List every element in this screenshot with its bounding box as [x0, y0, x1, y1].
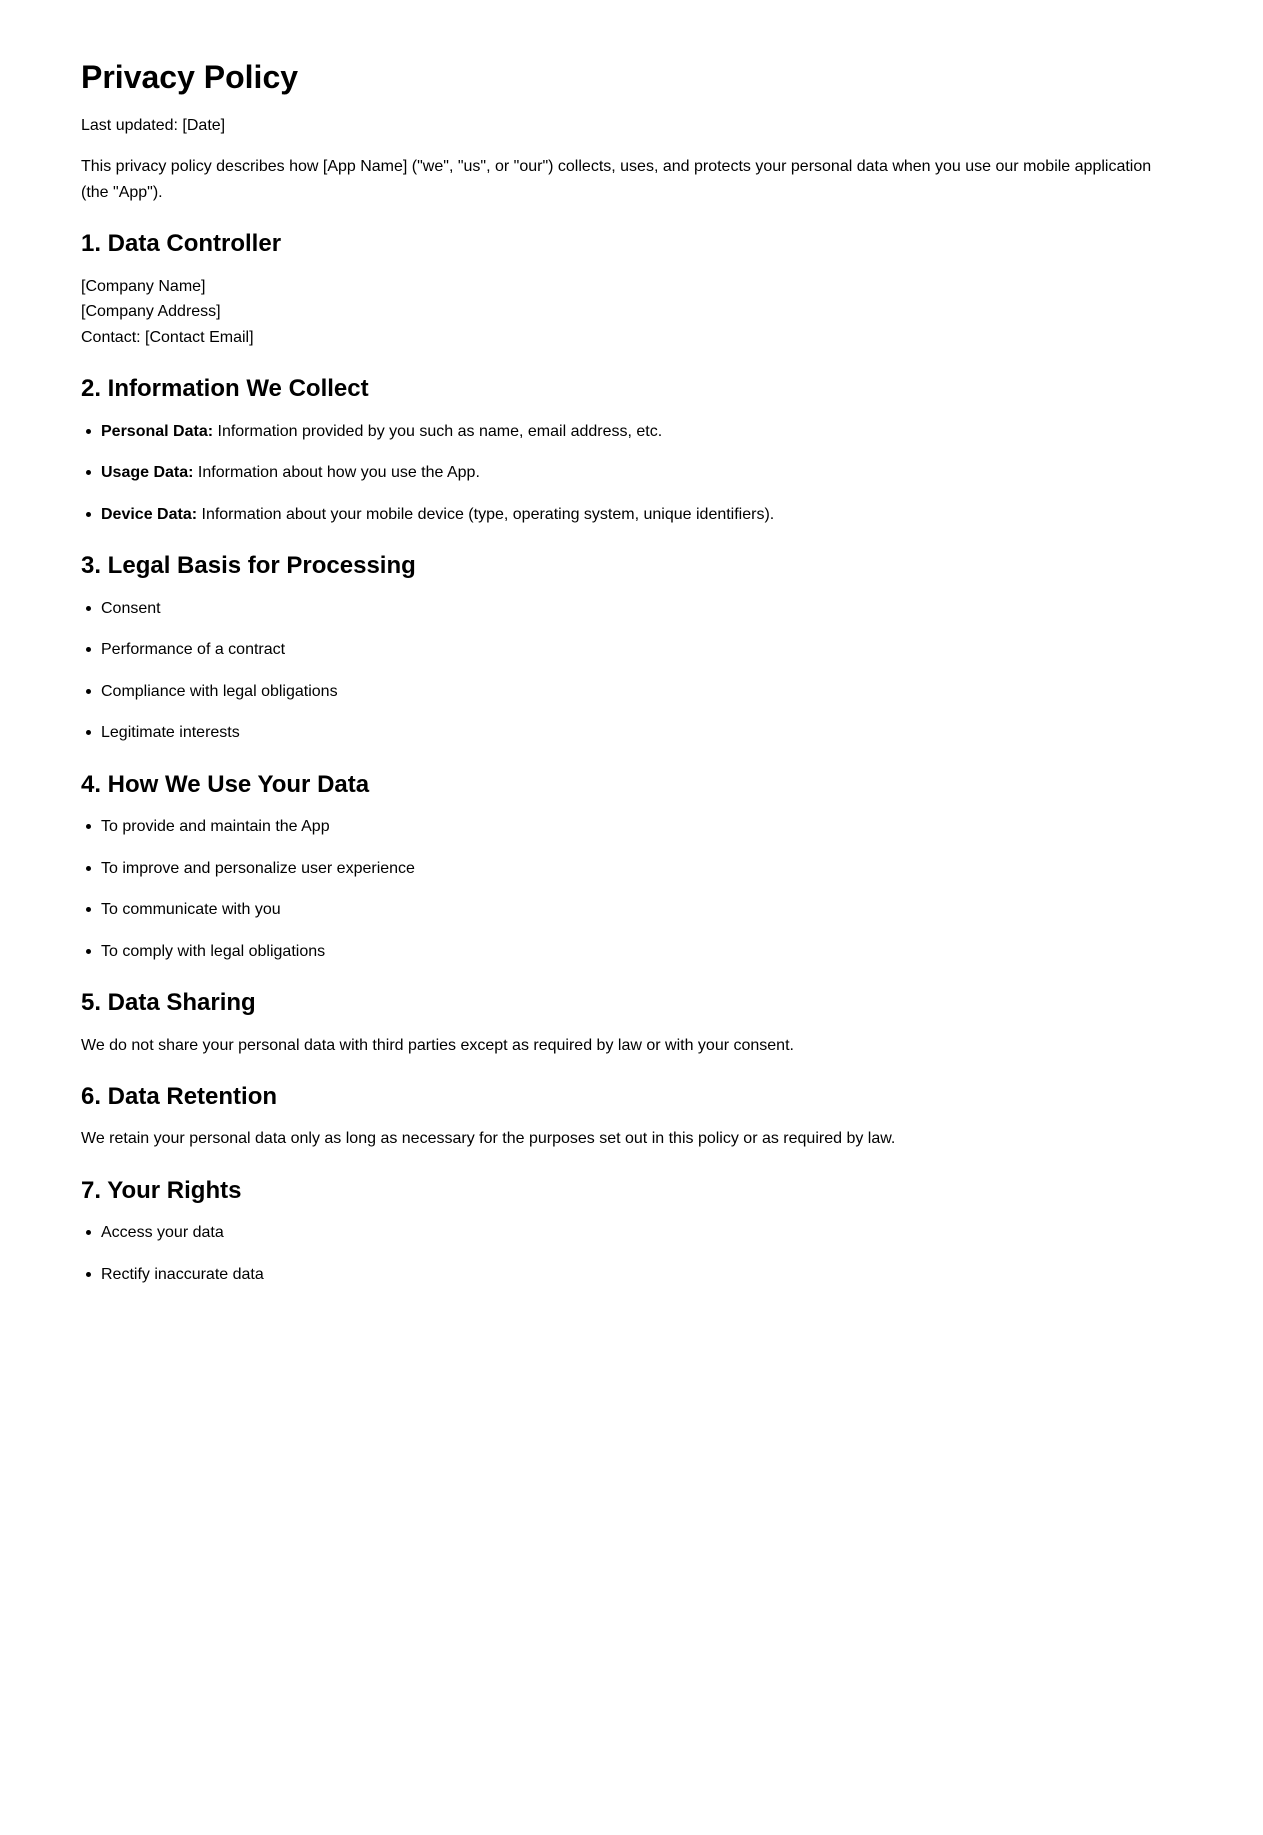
bullet-icon [86, 907, 91, 912]
last-updated-text: Last updated: [Date] [81, 116, 226, 134]
list-item [101, 419, 1182, 445]
information-list [81, 419, 1182, 528]
section-your-rights [81, 1175, 1182, 1287]
bullet-icon [86, 429, 91, 434]
bullet-icon [86, 949, 91, 954]
company-name: [Company Name] [81, 277, 206, 295]
bullet-icon [86, 647, 91, 652]
section-legal-basis [81, 550, 1182, 746]
list-item [101, 596, 1182, 622]
list-item-text: Information about your mobile device (type, operating system, unique identifiers). [197, 505, 775, 523]
bullet-icon [86, 470, 91, 475]
page-title: Privacy Policy [81, 59, 299, 95]
section-heading: 3. Legal Basis for Processing [81, 552, 416, 580]
contact-email: Contact: [Contact Email] [81, 328, 254, 346]
list-item-term: Usage Data: [101, 464, 194, 482]
section-heading: 6. Data Retention [81, 1083, 278, 1111]
section-data-controller [81, 228, 1182, 350]
section-heading: 4. How We Use Your Data [81, 770, 370, 798]
section-data-use [81, 769, 1182, 965]
data-sharing-text: We do not share your personal data with third parties except as required by law or with your consent. [81, 1036, 794, 1054]
data-retention-text: We retain your personal data only as long as necessary for the purposes set out in this policy or as required by law. [81, 1130, 896, 1148]
bullet-icon [86, 824, 91, 829]
list-item-text: Consent [101, 599, 161, 617]
section-information-collected [81, 373, 1182, 527]
list-item [101, 1262, 1182, 1288]
bullet-icon [86, 689, 91, 694]
list-item-text: Information about how you use the App. [193, 464, 480, 482]
list-item-text: Access your data [101, 1224, 224, 1242]
list-item-text: Legitimate interests [101, 724, 240, 742]
list-item-text: Rectify inaccurate data [101, 1265, 264, 1283]
bullet-icon [86, 866, 91, 871]
list-item-text: To provide and maintain the App [101, 818, 330, 836]
bullet-icon [86, 730, 91, 735]
list-item-text: Information provided by you such as name, email address, etc. [213, 422, 663, 440]
bullet-icon [86, 1272, 91, 1277]
list-item-term: Personal Data: [101, 422, 214, 440]
rights-list [81, 1220, 1182, 1287]
intro-paragraph: This privacy policy describes how [App Name] ("we", "us", or "our") collects, uses, and protects your personal data when you use our mobile application (the "App"). [81, 158, 1152, 201]
data-use-list [81, 814, 1182, 964]
list-item-text: Performance of a contract [101, 641, 286, 659]
list-item-term: Device Data: [101, 505, 198, 523]
section-heading: 7. Your Rights [81, 1177, 242, 1204]
list-item [101, 939, 1182, 965]
section-heading: 1. Data Controller [81, 230, 282, 258]
section-heading: 2. Information We Collect [81, 375, 369, 403]
section-data-sharing [81, 987, 1182, 1058]
list-item [101, 502, 1182, 528]
list-item [101, 679, 1182, 705]
list-item [101, 637, 1182, 663]
list-item [101, 1220, 1182, 1246]
list-item-text: To comply with legal obligations [101, 942, 326, 960]
bullet-icon [86, 512, 91, 517]
list-item [101, 720, 1182, 746]
section-data-retention [81, 1081, 1182, 1152]
list-item [101, 814, 1182, 840]
company-address: [Company Address] [81, 303, 221, 321]
list-item-text: Compliance with legal obligations [101, 682, 338, 700]
list-item [101, 856, 1182, 882]
list-item-text: To improve and personalize user experience [101, 859, 415, 877]
controller-details [81, 274, 1182, 351]
bullet-icon [86, 1230, 91, 1235]
section-heading: 5. Data Sharing [81, 989, 256, 1017]
legal-basis-list [81, 596, 1182, 746]
bullet-icon [86, 606, 91, 611]
list-item-text: To communicate with you [101, 901, 281, 919]
list-item [101, 460, 1182, 486]
list-item [101, 897, 1182, 923]
